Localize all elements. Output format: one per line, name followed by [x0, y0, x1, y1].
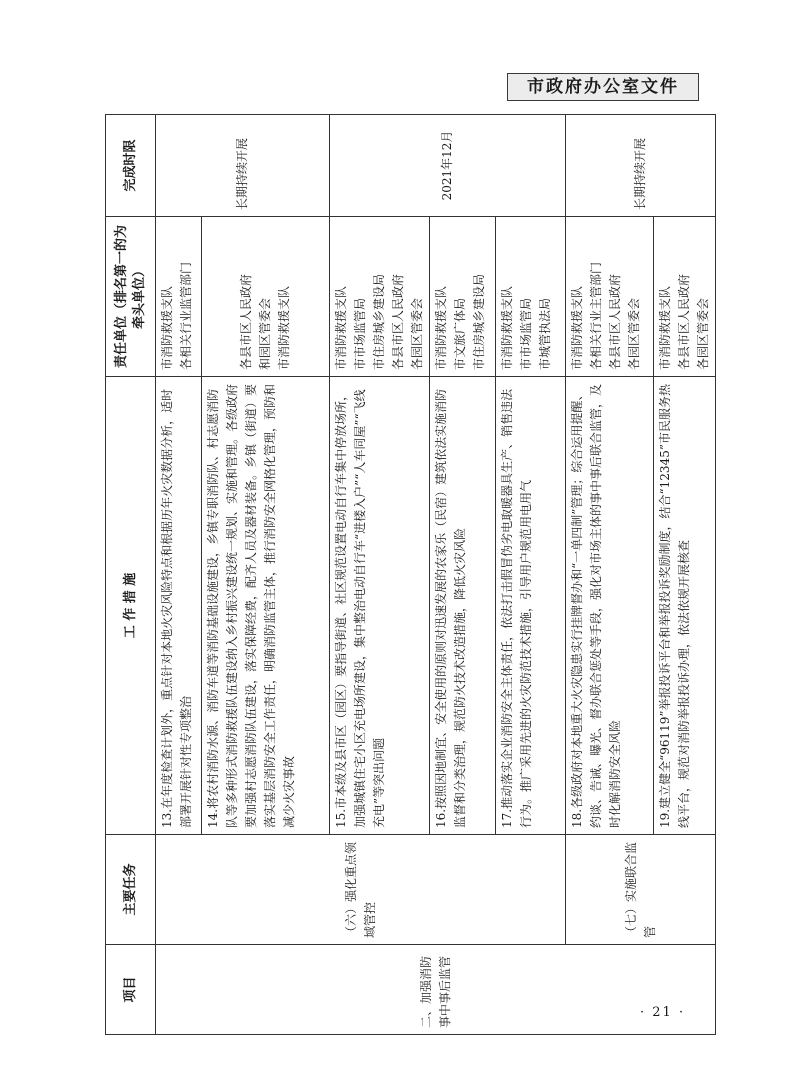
table-wrapper	[105, 115, 710, 1035]
unit-cell: 市消防救援支队 市文旅广体局 市住房城乡建设局	[430, 217, 496, 377]
project-cell: 二、加强消防事中事后监管	[156, 945, 716, 1035]
deadline-cell: 长期持续开展	[566, 115, 716, 217]
header-item: 项目	[106, 945, 156, 1035]
measure-cell: 13.在年度检查计划外，重点针对本地火灾风险特点和根据历年火灾数据分析，适时部署开展针对性专项整治	[156, 377, 202, 835]
unit-cell: 市消防救援支队 各相关行业监管部门	[156, 217, 202, 377]
unit-cell: 市消防救援支队 各相关行业主管部门 各县市区人民政府 各园区管委会	[566, 217, 654, 377]
measure-cell: 17.推动落实企业消防安全主体责任，依法打击假冒伪劣电取暖器具生产、销售违法行为。推广采用先进的火灾防范技术措施，引导用户规范用电用气	[496, 377, 566, 835]
measure-cell: 18.各级政府对本地重大火灾隐患实行挂牌督办和“一单四制”管理；综合运用提醒、约谈、告诫、曝光、督办联合惩处等手段，强化对市场主体的事中事后联合监管，及时化解消防安全风险	[566, 377, 654, 835]
unit-cell: 各县市区人民政府 和园区管委会 市消防救援支队	[202, 217, 330, 377]
measures-table	[105, 114, 716, 1035]
header-deadline: 完成时限	[106, 115, 156, 217]
measure-cell: 14.将农村消防水源、消防车道等消防基础设施建设，乡镇专职消防队、村志愿消防队等多种形式消防救援队伍建设纳入乡村振兴建设统一规划、实施和管理。各级政府要加强村志愿消防队伍建设，落实保障经费，配齐人员及器材装备。乡镇（街道）要落实基层消防安全工作责任，明确消防监管主体，推行消防安全网格化管理，预防和减少火灾事故	[202, 377, 330, 835]
page-number: · 21 ·	[640, 1005, 686, 1020]
header-measure: 工 作 措 施	[106, 377, 156, 835]
unit-cell: 市消防救援支队 各县市区人民政府 各园区管委会	[654, 217, 716, 377]
measure-cell: 15.市本级及县市区（园区）要指导街道、社区规范设置电动自行车集中停放场所，加强城镇住宅小区充电场所建设，集中整治电动自行车“进楼入户”“人车同屋”“飞线充电”等突出问题	[330, 377, 430, 835]
measure-cell: 16.按照因地制宜、安全使用的原则对迅速发展的农家乐（民宿）建筑依法实施消防监督和分类治理，规范防火技术改造措施，降低火灾风险	[430, 377, 496, 835]
header-unit: 责任单位（排名第一的为牵头单位）	[106, 217, 156, 377]
measure-cell: 19.建立健全“96119”举报投诉平台和举报投诉奖励制度，结合“12345”市民服务热线平台，规范对消防举报投诉办理，依法依规开展核查	[654, 377, 716, 835]
deadline-cell: 长期持续开展	[156, 115, 330, 217]
task-cell-7: （七）实施联合监管	[566, 835, 716, 945]
unit-cell: 市消防救援支队 市市场监管局 市住房城乡建设局 各县市区人民政府 各园区管委会	[330, 217, 430, 377]
table-header-row	[106, 115, 156, 1035]
task-cell-6: （六）强化重点领域管控	[156, 835, 566, 945]
unit-cell: 市消防救援支队 市市场监管局 市城管执法局	[496, 217, 566, 377]
table-row	[156, 115, 202, 1035]
deadline-cell: 2021年12月	[330, 115, 566, 217]
table-row	[566, 115, 654, 1035]
header-task: 主要任务	[106, 835, 156, 945]
document-header: 市政府办公室文件	[507, 73, 699, 101]
